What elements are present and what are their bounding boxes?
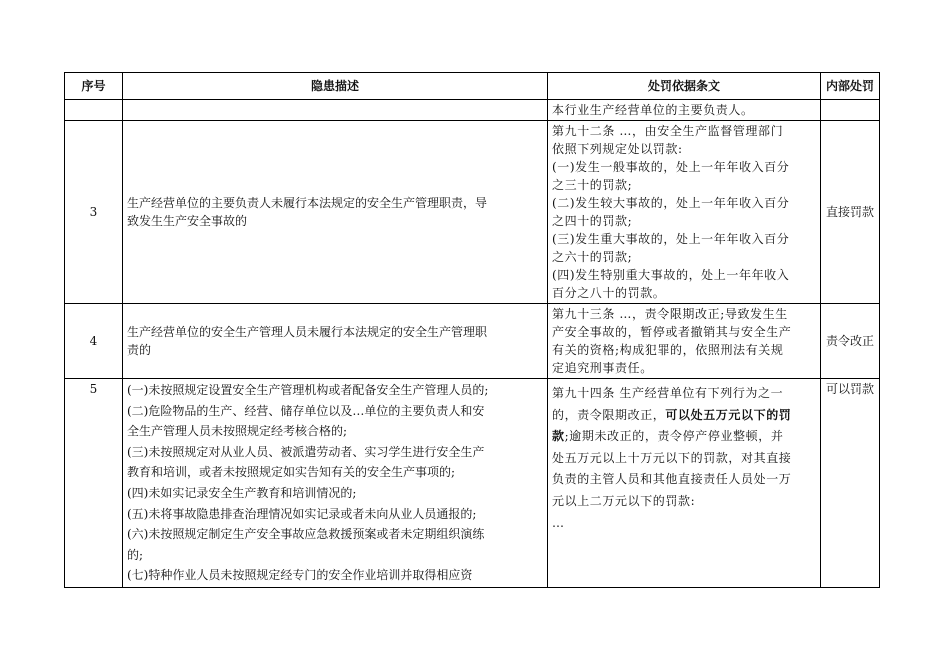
hazard-description [123, 100, 548, 121]
description-line: (五)未将事故隐患排查治理情况如实记录或者未向从业人员通报的; [127, 506, 477, 521]
basis-line [552, 405, 816, 427]
table-row [65, 379, 880, 588]
description-line: 生产经营单位的主要负责人未履行本法规定的安全生产管理职责，导 [127, 196, 488, 210]
internal-penalty: 直接罚款 [821, 121, 880, 304]
description-line: (二)危险物品的生产、经营、储存单位以及…单位的主要负责人和安 [127, 403, 485, 418]
description-line: (三)未按照规定对从业人员、被派遣劳动者、实习学生进行安全生产 [127, 444, 485, 459]
table-row [65, 121, 880, 304]
basis-line: (二)发生较大事故的，处上一年年收入百分 [552, 196, 790, 210]
basis-line: 负责的主管人员和其他直接责任人员处一万 [552, 472, 792, 487]
header-internal-penalty: 内部处罚 [821, 73, 880, 100]
table-header-row [65, 73, 880, 100]
basis-text: ;逾期未改正的，责令停产停业整顿，并 [564, 429, 784, 444]
basis-line: (一)发生一般事故的，处上一年年收入百分 [552, 160, 790, 174]
row-number: 3 [65, 121, 123, 304]
penalty-table [64, 72, 880, 588]
row-number [65, 100, 123, 121]
internal-penalty [821, 100, 880, 121]
description-line: 全生产管理人员未按照规定经考核合格的; [127, 424, 348, 439]
basis-line: 第九十四条 生产经营单位有下列行为之一 [552, 386, 784, 400]
penalty-basis [548, 121, 821, 304]
basis-line: 依照下列规定处以罚款: [552, 142, 683, 156]
internal-penalty: 可以罚款 [821, 379, 880, 588]
basis-line: 产安全事故的，暂停或者撤销其与安全生产 [552, 325, 792, 339]
description-line: 责的 [127, 343, 152, 357]
internal-penalty: 责令改正 [821, 304, 880, 379]
table-row [65, 100, 880, 121]
basis-line: 第九十三条 …，责令限期改正;导致发生生 [552, 307, 788, 321]
penalty-basis [548, 304, 821, 379]
basis-line: (三)发生重大事故的，处上一年年收入百分 [552, 232, 790, 246]
description-line: 教育和培训，或者未按照规定如实告知有关的安全生产事项的; [127, 465, 456, 480]
row-number: 5 [65, 379, 123, 588]
basis-line [552, 426, 816, 448]
description-line: (七)特种作业人员未按照规定经专门的安全作业培训并取得相应资 [127, 568, 473, 583]
hazard-description [123, 304, 548, 379]
basis-line: 本行业生产经营单位的主要负责人。 [552, 103, 754, 117]
basis-line: 处五万元以上十万元以下的罚款，对其直接 [552, 450, 792, 465]
basis-line: … [552, 515, 565, 530]
description-line: 生产经营单位的安全生产管理人员未履行本法规定的安全生产管理职 [127, 325, 488, 339]
description-line: (四)未如实记录安全生产教育和培训情况的; [127, 485, 357, 500]
header-serial-number: 序号 [65, 73, 123, 100]
description-line: 的; [127, 547, 144, 562]
header-penalty-basis: 处罚依据条文 [548, 73, 821, 100]
description-line: (一)未按照规定设置安全生产管理机构或者配备安全生产管理人员的; [127, 383, 489, 397]
basis-line: 之三十的罚款; [552, 178, 633, 192]
penalty-basis [548, 379, 821, 588]
table-row [65, 304, 880, 379]
description-line: (六)未按照规定制定生产安全事故应急救援预案或者未定期组织演练 [127, 527, 485, 542]
description-line: 致发生生产安全事故的 [127, 214, 248, 228]
basis-emphasis: 可以处五万元以下的罚 [665, 407, 792, 422]
basis-emphasis: 款 [552, 429, 565, 444]
basis-line: 定追究刑事责任。 [552, 361, 653, 375]
basis-line: 第九十二条 …，由安全生产监督管理部门 [552, 124, 784, 138]
basis-line: 元以上二万元以下的罚款: [552, 493, 696, 508]
basis-line: 之四十的罚款; [552, 214, 633, 228]
header-hazard-description: 隐患描述 [123, 73, 548, 100]
basis-text: 的，责令限期改正， [552, 407, 666, 422]
row-number: 4 [65, 304, 123, 379]
hazard-description [123, 121, 548, 304]
basis-line: 百分之八十的罚款。 [552, 286, 666, 300]
basis-line: 有关的资格;构成犯罪的，依照刑法有关规 [552, 343, 784, 357]
basis-line: 之六十的罚款; [552, 250, 633, 264]
hazard-description [123, 379, 548, 588]
penalty-basis [548, 100, 821, 121]
basis-line: (四)发生特别重大事故的，处上一年年收入 [552, 268, 790, 282]
